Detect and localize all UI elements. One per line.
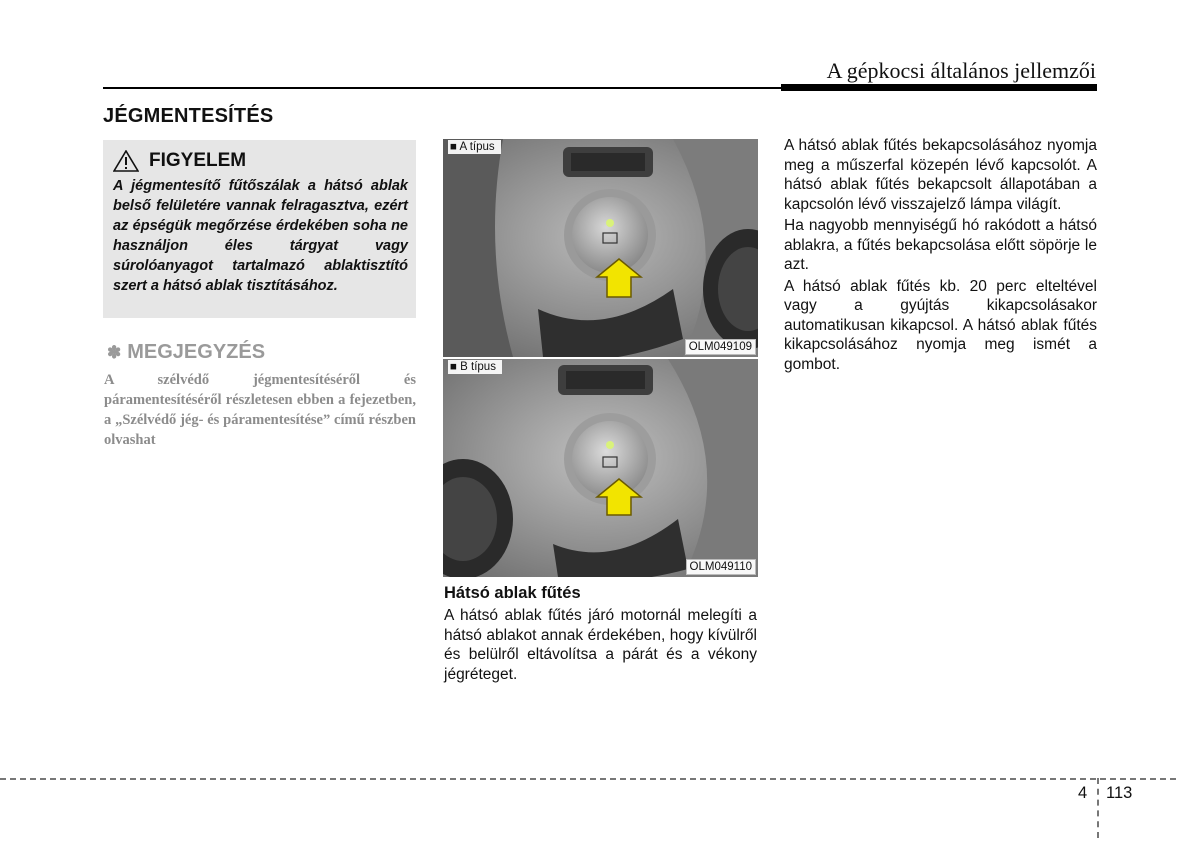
photo-b-code: OLM049110	[686, 559, 756, 575]
warning-body: A jégmentesítő fűtőszálak a hátsó ablak belső felületére vannak felragasztva, ezért az épségük megőrzése érdekében soha ne használjon éles tárgyat vagy súrolóanyagot tartalmazó ablaktisztító szert a hátsó ablak tisztításához.	[113, 178, 408, 294]
page-chapter: 4	[1078, 784, 1088, 802]
header-bar	[781, 84, 1097, 91]
rear-defroster-body	[444, 606, 757, 684]
footer-rule	[0, 778, 1176, 780]
footer-divider	[1097, 778, 1099, 838]
photo-b-type-switch	[443, 359, 758, 577]
chapter-title: A gépkocsi általános jellemzői	[826, 58, 1096, 83]
rear-defroster-paragraph: A hátsó ablak fűtés járó motornál melegíti a hátsó ablakot annak érdekében, hogy kívülről és belülről eltávolítsa a párát és a vékony jégréteget.	[444, 607, 757, 683]
right-paragraph-1: A hátsó ablak fűtés bekapcsolásához nyomja meg a műszerfal közepén lévő kapcsolót. A hátsó ablak fűtés bekapcsolt állapotában a kapcsolón lévő visszajelző lámpa világít.	[784, 137, 1097, 213]
note-body: A szélvédő jégmentesítéséről és páramentesítéséről részletesen ebben a fejezetben, a „Szélvédő jég- és páramentesítése” című részben olvashat	[104, 372, 416, 448]
right-column	[784, 136, 1097, 376]
photo-a-code: OLM049109	[685, 339, 756, 355]
warning-box	[103, 140, 416, 318]
photo-b-label: ■ B típus	[448, 360, 502, 374]
warning-header	[113, 150, 408, 172]
warning-triangle-icon	[113, 150, 139, 172]
section-title: JÉGMENTESÍTÉS	[103, 105, 274, 127]
page-number: 113	[1106, 784, 1133, 802]
right-paragraph-3: A hátsó ablak fűtés kb. 20 perc elteltével vagy a gyújtás kikapcsolásakor automatikusan kikapcsol. A hátsó ablak fűtés kikapcsolásához nyomja meg ismét a gombot.	[784, 277, 1097, 373]
note-heading	[107, 341, 265, 364]
rear-defroster-heading: Hátsó ablak fűtés	[444, 584, 581, 602]
note-asterisk-icon: ✽	[107, 343, 122, 362]
warning-title: FIGYELEM	[149, 150, 247, 171]
photo-a-type-switch	[443, 139, 758, 357]
photo-a-label: ■ A típus	[448, 140, 501, 154]
right-paragraph-2: Ha nagyobb mennyiségű hó rakódott a hátsó ablakra, a fűtés bekapcsolása előtt söpörje le azt.	[784, 217, 1097, 273]
note-title: MEGJEGYZÉS	[127, 341, 266, 363]
